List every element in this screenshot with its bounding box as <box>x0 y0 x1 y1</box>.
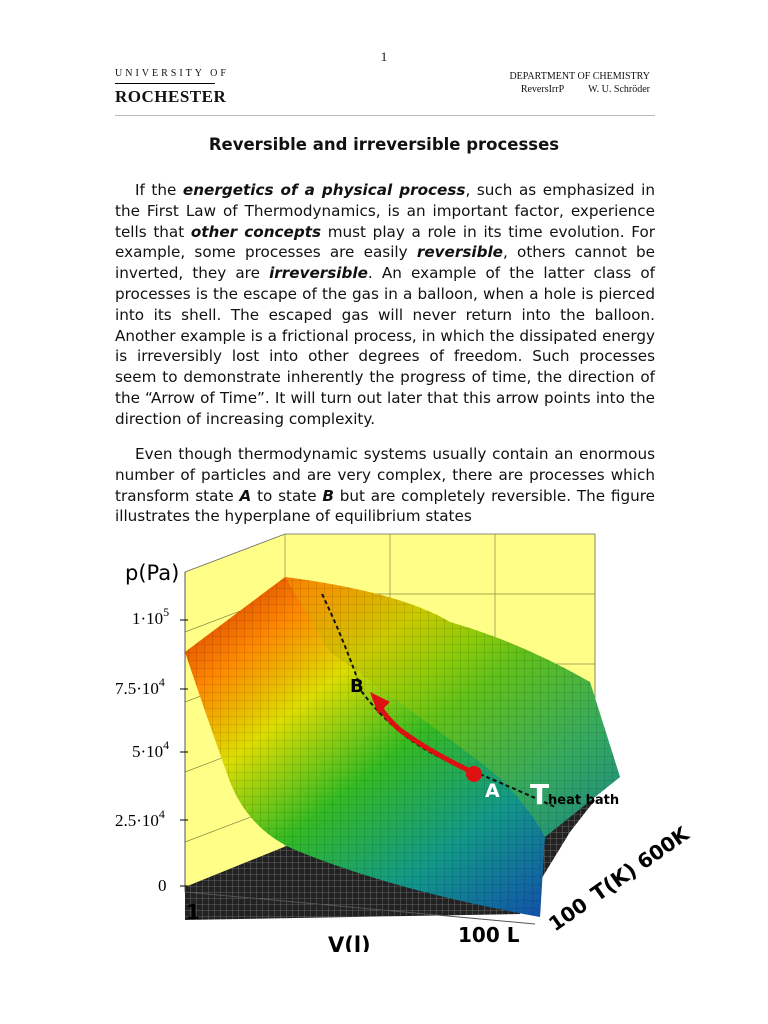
page-number: 1 <box>380 49 388 64</box>
logo-line-1: UNIVERSITY OF <box>115 68 229 79</box>
pvt-surface-figure <box>100 532 700 952</box>
pvt-surface-svg <box>100 532 700 952</box>
p1-text-5: . An example of the latter class of processes is the escape of the gas in a balloon, when a hole is pierced into its shell. The escaped gas will never return into the balloon. Another example is a frictional process, in which the dissipated energy is irreversibly lost into other degrees of freedom. Such processes seem to demonstrate inherently the progress of time, the direction of the “Arrow of Time”. It will turn out later that this arrow points into the direction of increasing complexity. <box>115 264 655 428</box>
p1-emphasis-2: other concepts <box>190 222 322 241</box>
ytick-0: 0 <box>158 876 167 895</box>
point-t-label: T <box>530 778 550 811</box>
pressure-axis-label: p(Pa) <box>125 561 180 585</box>
p1-text-1: If the <box>135 181 183 199</box>
temperature-axis-group <box>544 821 694 936</box>
xtick-end: 100 L <box>458 923 520 947</box>
p1-emphasis-4: irreversible <box>269 264 368 283</box>
department-name: DEPARTMENT OF CHEMISTRY <box>509 71 650 82</box>
file-id: ReversIrrP <box>520 84 565 95</box>
department-block <box>509 70 650 96</box>
university-logo <box>115 68 229 107</box>
p1-emphasis-3: reversible <box>416 243 503 262</box>
header-divider <box>115 115 655 116</box>
p2-text-3: but are completely reversible. The figure illustrates the hyperplane of equilibrium states <box>115 486 655 526</box>
page-title: Reversible and irreversible processes <box>208 135 560 154</box>
ttick-end: 600K <box>632 821 694 875</box>
point-a-label: A <box>485 780 500 802</box>
p1-text-4: , others cannot be inverted, they are <box>115 243 655 283</box>
p1-text-3: must play a role in its time evolution. For example, some processes are easily <box>115 222 656 262</box>
file-author-line <box>509 83 650 96</box>
temperature-axis-label: T(K) <box>586 858 642 907</box>
ttick-start: 100 <box>544 892 593 937</box>
p2-emphasis-state-a: A <box>239 486 252 505</box>
p2-text-1: Even though thermodynamic systems usually contain an enormous number of particles and are very complex, there are processes which transform state <box>115 445 655 505</box>
logo-line-2: ROCHESTER <box>115 87 227 106</box>
p2-text-2: to state <box>251 486 323 505</box>
ytick-1e5: $1\cdot 10^5$ <box>132 605 170 628</box>
xtick-start: 1 <box>186 900 200 924</box>
p1-emphasis-1: energetics of a physical process <box>182 181 466 199</box>
heat-bath-label: heat bath <box>548 793 620 808</box>
logo-rule <box>115 83 215 84</box>
ytick-5e4: $5\cdot 10^4$ <box>132 738 170 761</box>
p1-text-2: , such as emphasized in the First Law of Thermodynamics, is an important factor, experience tells that <box>115 181 655 241</box>
p2-emphasis-state-b: B <box>322 486 334 505</box>
ytick-7.5e4: $7.5\cdot 10^4$ <box>115 675 165 698</box>
author: W. U. Schröder <box>588 84 650 95</box>
paragraph-1 <box>115 180 655 430</box>
paragraph-2 <box>115 444 655 527</box>
ytick-2.5e4: $2.5\cdot 10^4$ <box>115 807 165 830</box>
point-b-label: B <box>350 676 364 697</box>
point-a-marker <box>466 766 482 782</box>
volume-axis-label: V(l) <box>328 933 371 952</box>
